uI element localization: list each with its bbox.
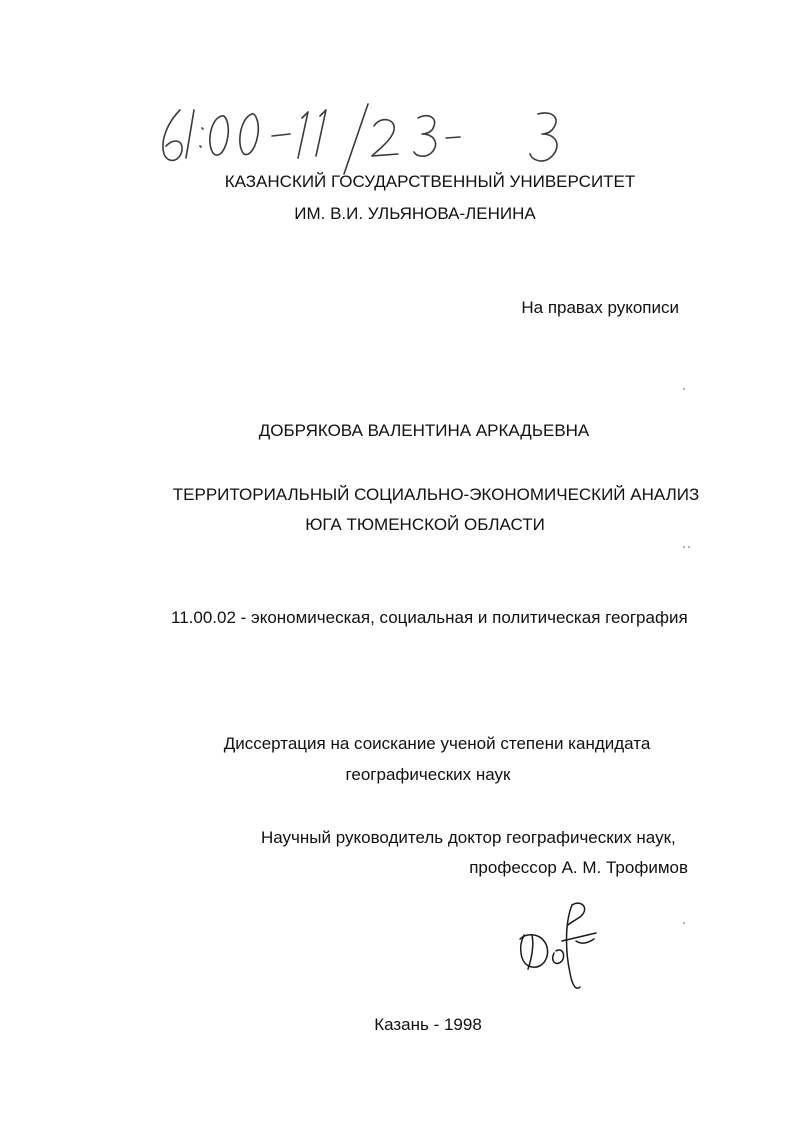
- scan-speck: [683, 922, 685, 924]
- place-and-year: Казань - 1998: [374, 1015, 482, 1034]
- dissertation-line1: Диссертация на соискание ученой степени кандидата: [223, 734, 651, 753]
- university-name-line1: КАЗАНСКИЙ ГОСУДАРСТВЕННЫЙ УНИВЕРСИТЕТ: [224, 172, 636, 191]
- author-name: ДОБРЯКОВА ВАЛЕНТИНА АРКАДЬЕВНА: [258, 421, 590, 440]
- thesis-title-line1: ТЕРРИТОРИАЛЬНЫЙ СОЦИАЛЬНО-ЭКОНОМИЧЕСКИЙ АНАЛИЗ: [172, 485, 700, 504]
- scan-speck: [688, 546, 690, 548]
- manuscript-note: На правах рукописи: [521, 298, 679, 317]
- dissertation-line2: географических наук: [345, 765, 511, 784]
- thesis-title-line2: ЮГА ТЮМЕНСКОЙ ОБЛАСТИ: [305, 515, 545, 534]
- university-name-line2: ИМ. В.И. УЛЬЯНОВА-ЛЕНИНА: [294, 204, 536, 223]
- signature: [510, 895, 620, 995]
- scan-speck: [683, 546, 685, 548]
- scan-speck: [683, 388, 685, 390]
- supervisor-line2: профессор А. М. Трофимов: [469, 858, 688, 877]
- specialty-code: 11.00.02 - экономическая, социальная и политическая география: [171, 608, 688, 627]
- supervisor-line1: Научный руководитель доктор географических наук,: [261, 828, 676, 847]
